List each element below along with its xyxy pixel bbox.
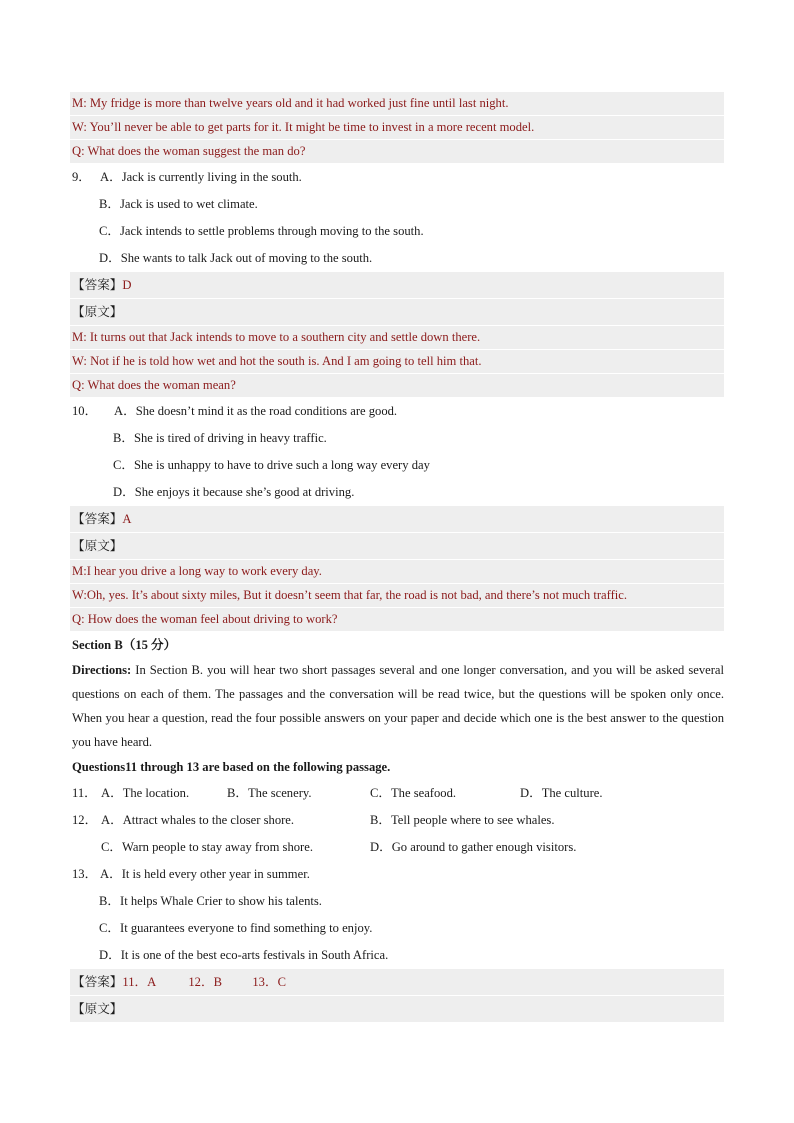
section-title: Section B（15 分）	[72, 638, 177, 652]
question-9	[70, 164, 724, 272]
option-c: C．The seafood.	[370, 786, 457, 800]
answer-value: D	[122, 278, 132, 292]
question-option	[70, 164, 724, 191]
option-d: D．She wants to talk Jack out of moving to the south.	[99, 251, 373, 265]
page-content	[70, 92, 724, 1023]
directions-paragraph	[70, 658, 724, 754]
transcript-line: M: It turns out that Jack intends to move to a southern city and settle down there.	[70, 326, 724, 349]
answer-tag: 【答案】	[72, 512, 123, 526]
question-12-row2	[70, 834, 724, 861]
question-13	[70, 861, 724, 969]
transcript-block-10	[70, 560, 724, 631]
directions-label: Directions:	[72, 663, 132, 677]
directions-text: In Section B. you will hear two short passages several and one longer conversation, and you will be asked several questions on each of them. The passages and the conversation will be read twice, but the questions will be spoken only once. When you hear a question, read the four possible answers on your paper and decide which one is the best answer to the question you have heard.	[72, 663, 725, 749]
answer-tag: 【答案】	[72, 975, 123, 989]
answer-row	[70, 506, 724, 532]
question-number: 10．	[72, 404, 98, 418]
answer-row	[70, 272, 724, 298]
transcript-line: Q: What does the woman mean?	[70, 374, 724, 397]
question-number: 12．	[72, 813, 98, 827]
answer-value: 11．A	[122, 975, 157, 989]
question-group-heading: Questions11 through 13 are based on the following passage.	[72, 760, 391, 774]
option-b: B．The scenery.	[227, 786, 312, 800]
option-a: A．It is held every other year in summer.	[100, 867, 310, 881]
option-c: C．Jack intends to settle problems through moving to the south.	[99, 224, 424, 238]
transcript-line: Q: What does the woman suggest the man do?	[70, 140, 724, 163]
answer-value: A	[122, 512, 132, 526]
option-a: A．Attract whales to the closer shore.	[101, 813, 295, 827]
transcript-block-8	[70, 92, 724, 163]
option-b: B．Jack is used to wet climate.	[99, 197, 258, 211]
option-d: D．She enjoys it because she’s good at driving.	[113, 485, 355, 499]
answer-value: 13．C	[252, 975, 286, 989]
option-d: D．Go around to gather enough visitors.	[370, 840, 577, 854]
answer-row	[70, 969, 724, 995]
option-b: B．It helps Whale Crier to show his talents.	[99, 894, 322, 908]
transcript-line: M:I hear you drive a long way to work every day.	[70, 560, 724, 583]
option-c: C．It guarantees everyone to find something to enjoy.	[99, 921, 373, 935]
answer-value: 12．B	[188, 975, 222, 989]
question-11	[70, 780, 724, 807]
option-b: B．She is tired of driving in heavy traffic.	[113, 431, 327, 445]
transcript-line: W: You’ll never be able to get parts for it. It might be time to invest in a more recent model.	[70, 116, 724, 139]
transcript-line: M: My fridge is more than twelve years old and it had worked just fine until last night.	[70, 92, 724, 115]
transcript-tag: 【原文】	[70, 996, 724, 1022]
transcript-tag: 【原文】	[70, 299, 724, 325]
question-option	[70, 861, 724, 888]
transcript-line: W: Not if he is told how wet and hot the south is. And I am going to tell him that.	[70, 350, 724, 373]
option-a: A．Jack is currently living in the south.	[100, 170, 302, 184]
option-d: D．It is one of the best eco-arts festivals in South Africa.	[99, 948, 389, 962]
transcript-line: W:Oh, yes. It’s about sixty miles, But it doesn’t seem that far, the road is not bad, and there’s not much traffic.	[70, 584, 724, 607]
question-number: 9．	[72, 170, 91, 184]
transcript-tag: 【原文】	[70, 533, 724, 559]
question-number: 11．	[72, 786, 97, 800]
option-b: B．Tell people where to see whales.	[370, 813, 555, 827]
question-12	[70, 807, 724, 834]
option-a: A．The location.	[101, 786, 190, 800]
question-option	[70, 398, 724, 425]
option-a: A．She doesn’t mind it as the road conditions are good.	[114, 404, 398, 418]
question-number: 13．	[72, 867, 98, 881]
transcript-line: Q: How does the woman feel about driving to work?	[70, 608, 724, 631]
option-c: C．She is unhappy to have to drive such a long way every day	[113, 458, 430, 472]
option-c: C．Warn people to stay away from shore.	[101, 840, 313, 854]
option-d: D．The culture.	[520, 786, 603, 800]
question-10	[70, 398, 724, 506]
transcript-block-9	[70, 326, 724, 397]
answer-tag: 【答案】	[72, 278, 123, 292]
